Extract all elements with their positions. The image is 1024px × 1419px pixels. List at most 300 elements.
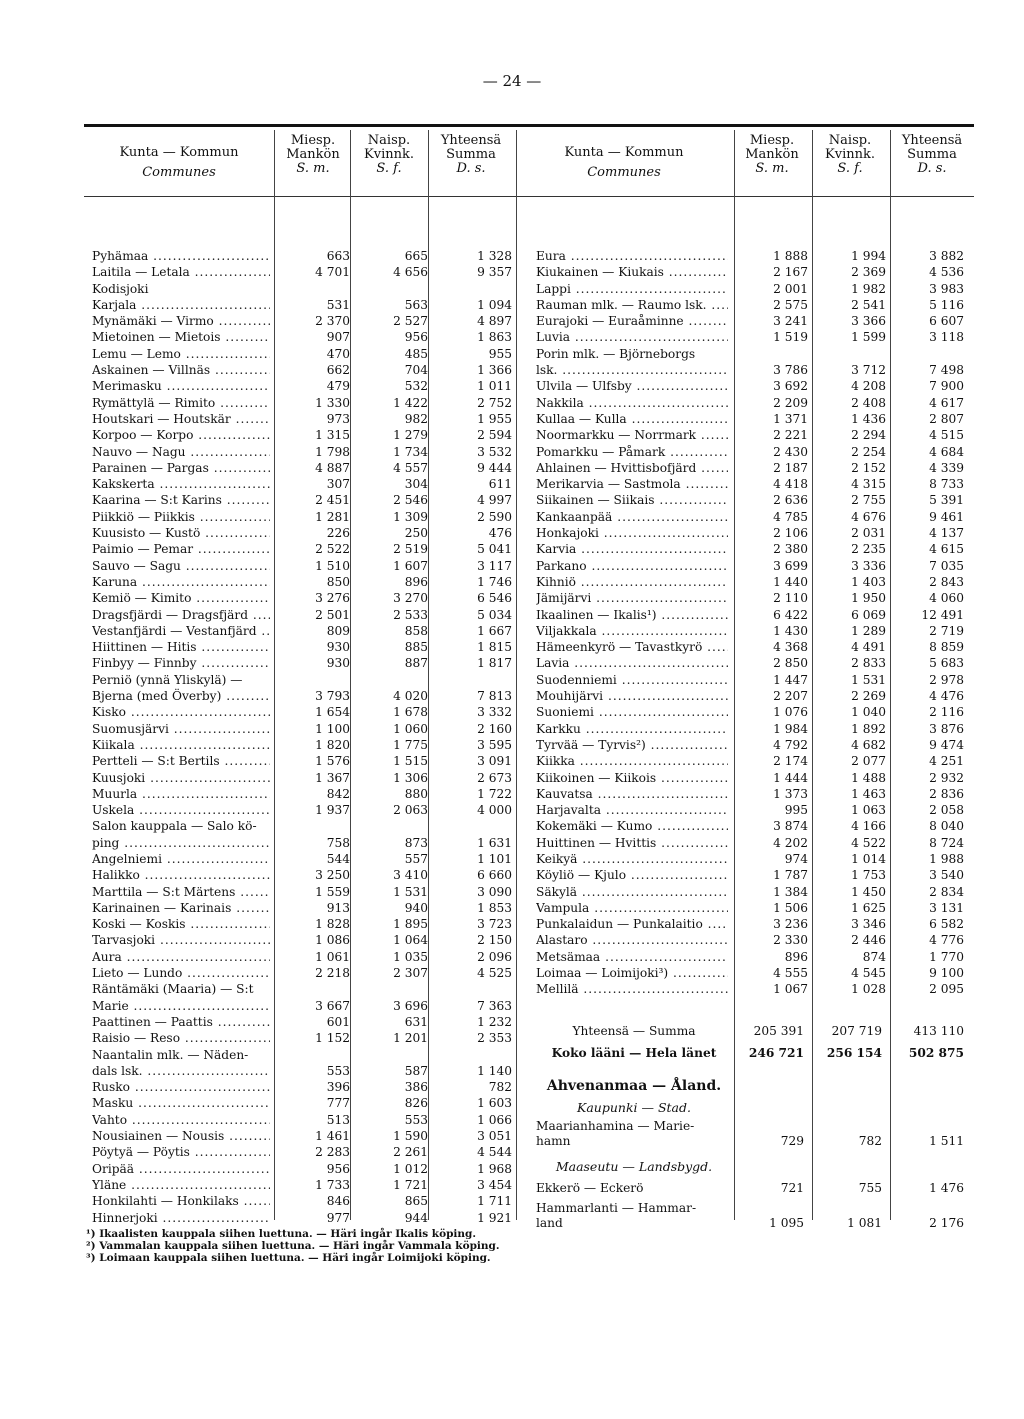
commune-name: Oripää ..... — [92, 1161, 270, 1177]
naisp-value: 1 422 — [393, 395, 428, 410]
commune-name: Paimio — Pemar ..... — [92, 541, 270, 557]
naisp-value: 1 895 — [393, 917, 428, 932]
table-row — [536, 346, 966, 362]
header-yht: Yhteensä Summa D. s. — [440, 133, 502, 176]
total-value: 1 722 — [477, 786, 512, 801]
commune-name: Eura ..... — [536, 248, 728, 264]
total-value: 4 776 — [929, 933, 964, 948]
naisp-value: 1 014 — [851, 851, 886, 866]
miesp-value: 2 209 — [773, 395, 808, 410]
table-row — [92, 949, 520, 965]
table-row — [536, 721, 966, 737]
table-row — [536, 704, 966, 720]
total-value: 2 719 — [929, 623, 964, 638]
naisp-value: 1 012 — [393, 1161, 428, 1176]
naisp-value: 1 607 — [393, 558, 428, 573]
table-row — [536, 835, 966, 851]
commune-name: Keikyä ..... — [536, 851, 728, 867]
miesp-value: 4 887 — [315, 460, 350, 475]
miesp-value: 226 — [326, 526, 350, 541]
naisp-value: 1 279 — [393, 428, 428, 443]
miesp-value: 2 110 — [773, 591, 808, 606]
miesp-value: 1 787 — [773, 868, 808, 883]
miesp-value: 2 283 — [315, 1145, 350, 1160]
commune-name: Lappi ..... — [536, 281, 728, 297]
left-table — [92, 248, 520, 1226]
commune-name: Kisko ..... — [92, 704, 270, 720]
commune-name: Nakkila ..... — [536, 395, 728, 411]
total-value: 3 454 — [477, 1177, 512, 1192]
miesp-value: 1 461 — [315, 1129, 350, 1144]
miesp-value: 1 506 — [773, 900, 808, 915]
miesp-value: 3 250 — [315, 868, 350, 883]
naisp-value: 1 436 — [851, 411, 886, 426]
table-row — [92, 460, 520, 476]
miesp-value: 1 315 — [315, 428, 350, 443]
left-header — [84, 134, 516, 197]
naisp-value: 2 261 — [393, 1145, 428, 1160]
commune-name: Punkalaidun — Punkalaitio ..... — [536, 916, 728, 932]
aland-kaupunki: Kaupunki — Stad. — [577, 1100, 691, 1115]
miesp-value: 842 — [326, 786, 350, 801]
header-naisp-right: Naisp. Kvinnk. S. f. — [825, 133, 875, 176]
table-row — [536, 900, 966, 916]
total-value: 1 988 — [929, 851, 964, 866]
table-row — [92, 248, 520, 264]
naisp-value: 2 546 — [393, 493, 428, 508]
total-value: 3 131 — [929, 900, 964, 915]
table-row — [92, 558, 520, 574]
naisp-value: 4 020 — [393, 689, 428, 704]
table-row — [536, 737, 966, 753]
total-value: 4 544 — [477, 1145, 512, 1160]
miesp-value: 2 522 — [315, 542, 350, 557]
miesp-value: 4 418 — [773, 477, 808, 492]
total-value: 1 603 — [477, 1096, 512, 1111]
naisp-value: 2 077 — [851, 754, 886, 769]
table-row — [536, 427, 966, 443]
naisp-value: 1 450 — [851, 884, 886, 899]
total-row-laani: Koko lääni — Hela länet 246 721 256 154 502 875 — [551, 1046, 964, 1060]
miesp-value: 1 828 — [315, 917, 350, 932]
table-row — [92, 704, 520, 720]
total-value: 2 836 — [929, 786, 964, 801]
miesp-value: 1 281 — [315, 509, 350, 524]
total-value: 4 339 — [929, 460, 964, 475]
naisp-value: 2 446 — [851, 933, 886, 948]
miesp-value: 544 — [326, 851, 350, 866]
commune-name: Uskela ..... — [92, 802, 270, 818]
commune-name: Mietoinen — Mietois ..... — [92, 329, 270, 345]
total-value: 2 150 — [477, 933, 512, 948]
total-value: 782 — [488, 1080, 512, 1095]
table-row — [92, 1193, 520, 1209]
table-row — [92, 884, 520, 900]
total-value: 4 617 — [929, 395, 964, 410]
total-row-summa: Yhteensä — Summa 205 391 207 719 413 110 — [572, 1024, 964, 1038]
commune-name: Tyrvää — Tyrvis²) ..... — [536, 737, 728, 753]
commune-name: Siikainen — Siikais ..... — [536, 492, 728, 508]
total-value: 3 332 — [477, 705, 512, 720]
total-value: 4 897 — [477, 314, 512, 329]
total-value: 9 357 — [477, 265, 512, 280]
table-row — [92, 753, 520, 769]
total-value: 4 251 — [929, 754, 964, 769]
header-communes-right: Communes — [587, 165, 661, 180]
table-row — [536, 981, 966, 997]
total-value: 4 060 — [929, 591, 964, 606]
commune-name: Viljakkala ..... — [536, 623, 728, 639]
miesp-value: 1 984 — [773, 721, 808, 736]
table-row — [536, 590, 966, 606]
aland-maaseutu: Maaseutu — Landsbygd. — [555, 1159, 713, 1175]
commune-name: Kiikka ..... — [536, 753, 728, 769]
table-row — [92, 1047, 520, 1063]
table-row — [536, 802, 966, 818]
table-row — [536, 672, 966, 688]
table-row — [536, 916, 966, 932]
table-row — [536, 362, 966, 378]
table-row — [92, 362, 520, 378]
commune-name: Karjala ..... — [92, 297, 270, 313]
naisp-value: 865 — [404, 1194, 428, 1209]
aland-row3a: Hammarlanti — Hammar- — [536, 1200, 697, 1215]
commune-name: Lemu — Lemo ..... — [92, 346, 270, 362]
naisp-value: 940 — [404, 900, 428, 915]
table-row — [92, 737, 520, 753]
naisp-value: 3 696 — [393, 998, 428, 1013]
total-value: 476 — [488, 526, 512, 541]
miesp-value: 2 218 — [315, 966, 350, 981]
naisp-value: 587 — [404, 1063, 428, 1078]
total-value: 7 498 — [929, 363, 964, 378]
table-row — [536, 476, 966, 492]
commune-name: Korpoo — Korpo ..... — [92, 427, 270, 443]
total-value: 3 595 — [477, 737, 512, 752]
table-row — [92, 1210, 520, 1226]
table-row — [92, 1177, 520, 1193]
commune-name: Salon kauppala — Salo kö- — [92, 819, 257, 834]
total-value: 6 607 — [929, 314, 964, 329]
commune-name: dals lsk. ..... — [92, 1063, 270, 1079]
total-value: 3 983 — [929, 281, 964, 296]
miesp-value: 1 510 — [315, 558, 350, 573]
table-row — [92, 802, 520, 818]
miesp-value: 1 576 — [315, 754, 350, 769]
miesp-value: 1 086 — [315, 933, 350, 948]
table-row — [92, 1030, 520, 1046]
naisp-value: 4 545 — [851, 966, 886, 981]
total-value: 1 667 — [477, 623, 512, 638]
naisp-value: 3 712 — [851, 363, 886, 378]
table-row — [536, 607, 966, 623]
table-row — [536, 753, 966, 769]
naisp-value: 1 306 — [393, 770, 428, 785]
miesp-value: 3 793 — [315, 689, 350, 704]
total-value: 12 491 — [921, 607, 964, 622]
naisp-value: 4 208 — [851, 379, 886, 394]
naisp-value: 4 656 — [393, 265, 428, 280]
commune-name: Lieto — Lundo ..... — [92, 965, 270, 981]
commune-name: Laitila — Letala ..... — [92, 264, 270, 280]
table-row — [92, 1128, 520, 1144]
naisp-value: 1 892 — [851, 721, 886, 736]
commune-name: ping ..... — [92, 835, 270, 851]
miesp-value: 531 — [326, 297, 350, 312]
miesp-value: 1 519 — [773, 330, 808, 345]
miesp-value: 1 067 — [773, 982, 808, 997]
total-value: 1 853 — [477, 900, 512, 915]
miesp-value: 896 — [784, 949, 808, 964]
total-value: 5 034 — [477, 607, 512, 622]
table-row — [536, 786, 966, 802]
miesp-value: 2 370 — [315, 314, 350, 329]
miesp-value: 4 792 — [773, 737, 808, 752]
total-value: 9 100 — [929, 966, 964, 981]
naisp-value: 1 678 — [393, 705, 428, 720]
total-value: 2 752 — [477, 395, 512, 410]
miesp-value: 1 330 — [315, 395, 350, 410]
naisp-value: 386 — [404, 1080, 428, 1095]
naisp-value: 2 235 — [851, 542, 886, 557]
commune-name: Parkano ..... — [536, 558, 728, 574]
commune-name: Säkylä ..... — [536, 884, 728, 900]
commune-name: Karuna ..... — [92, 574, 270, 590]
miesp-value: 2 850 — [773, 656, 808, 671]
total-value: 5 041 — [477, 542, 512, 557]
table-row — [92, 411, 520, 427]
commune-name: Aura ..... — [92, 949, 270, 965]
miesp-value: 995 — [784, 803, 808, 818]
miesp-value: 1 444 — [773, 770, 808, 785]
commune-name: Luvia ..... — [536, 329, 728, 345]
miesp-value: 1 440 — [773, 574, 808, 589]
naisp-value: 2 254 — [851, 444, 886, 459]
naisp-value: 1 994 — [851, 249, 886, 263]
table-row — [92, 395, 520, 411]
total-value: 4 615 — [929, 542, 964, 557]
miesp-value: 1 373 — [773, 786, 808, 801]
commune-name: Ulvila — Ulfsby ..... — [536, 378, 728, 394]
naisp-value: 1 599 — [851, 330, 886, 345]
naisp-value: 1 028 — [851, 982, 886, 997]
miesp-value: 930 — [326, 640, 350, 655]
naisp-value: 982 — [404, 411, 428, 426]
miesp-value: 3 692 — [773, 379, 808, 394]
commune-name: Tarvasjoki ..... — [92, 932, 270, 948]
aland-title: Ahvenanmaa — Åland. — [546, 1078, 722, 1094]
naisp-value: 485 — [404, 346, 428, 361]
miesp-value: 2 221 — [773, 428, 808, 443]
total-value: 3 723 — [477, 917, 512, 932]
commune-name: Naantalin mlk. — Näden- — [92, 1047, 249, 1062]
miesp-value: 3 699 — [773, 558, 808, 573]
miesp-value: 2 636 — [773, 493, 808, 508]
commune-name: Ahlainen — Hvittisbofjärd ..... — [536, 460, 728, 476]
table-row — [92, 965, 520, 981]
total-value: 2 978 — [929, 672, 964, 687]
table-row — [92, 672, 520, 688]
commune-name: Karkku ..... — [536, 721, 728, 737]
commune-name: Merimasku ..... — [92, 378, 270, 394]
total-value: 3 051 — [477, 1129, 512, 1144]
table-row — [92, 1161, 520, 1177]
total-value: 7 900 — [929, 379, 964, 394]
naisp-value: 2 152 — [851, 460, 886, 475]
total-value: 3 118 — [929, 330, 964, 345]
commune-name: Rauman mlk. — Raumo lsk. ..... — [536, 297, 728, 313]
table-row — [536, 965, 966, 981]
total-value: 1 817 — [477, 656, 512, 671]
naisp-value: 3 366 — [851, 314, 886, 329]
total-value: 1 921 — [477, 1210, 512, 1225]
total-value: 1 863 — [477, 330, 512, 345]
naisp-value: 3 336 — [851, 558, 886, 573]
naisp-value: 2 307 — [393, 966, 428, 981]
table-row — [92, 509, 520, 525]
miesp-value: 553 — [326, 1063, 350, 1078]
table-row — [92, 1014, 520, 1030]
table-row — [536, 411, 966, 427]
naisp-value: 1 064 — [393, 933, 428, 948]
total-value: 2 096 — [477, 949, 512, 964]
commune-name: Kemiö — Kimito ..... — [92, 590, 270, 606]
miesp-value: 662 — [326, 363, 350, 378]
total-value: 1 968 — [477, 1161, 512, 1176]
table-row — [536, 851, 966, 867]
commune-name: Metsämaa ..... — [536, 949, 728, 965]
table-row — [536, 623, 966, 639]
table-row — [536, 313, 966, 329]
table-row — [536, 818, 966, 834]
miesp-value: 1 384 — [773, 884, 808, 899]
naisp-value: 2 063 — [393, 803, 428, 818]
total-value: 4 000 — [477, 803, 512, 818]
table-row — [92, 1079, 520, 1095]
table-row — [92, 655, 520, 671]
table-row — [536, 541, 966, 557]
commune-name: Porin mlk. — Björneborgs — [536, 346, 696, 361]
miesp-value: 3 667 — [315, 998, 350, 1013]
total-value: 7 363 — [477, 998, 512, 1013]
miesp-value: 513 — [326, 1112, 350, 1127]
commune-name: Angelniemi ..... — [92, 851, 270, 867]
header-kunta-right: Kunta — Kommun — [564, 145, 684, 160]
naisp-value: 1 309 — [393, 509, 428, 524]
total-value: 6 546 — [477, 591, 512, 606]
table-row — [536, 492, 966, 508]
total-value: 5 116 — [929, 297, 964, 312]
total-value: 1 066 — [477, 1112, 512, 1127]
total-value: 1 328 — [477, 249, 512, 263]
commune-name: Askainen — Villnäs ..... — [92, 362, 270, 378]
commune-name: Pertteli — S:t Bertils ..... — [92, 753, 270, 769]
naisp-value: 880 — [404, 786, 428, 801]
total-value: 4 525 — [477, 966, 512, 981]
commune-name: Sauvo — Sagu ..... — [92, 558, 270, 574]
commune-name: Alastaro ..... — [536, 932, 728, 948]
commune-name: Suoniemi ..... — [536, 704, 728, 720]
total-value: 8 724 — [929, 835, 964, 850]
right-header — [516, 134, 974, 197]
naisp-value: 6 069 — [851, 607, 886, 622]
commune-name: Eurajoki — Euraåminne ..... — [536, 313, 728, 329]
miesp-value: 1 061 — [315, 949, 350, 964]
commune-name: Kakskerta ..... — [92, 476, 270, 492]
table-row — [536, 297, 966, 313]
miesp-value: 3 241 — [773, 314, 808, 329]
naisp-value: 1 590 — [393, 1129, 428, 1144]
commune-name: Kullaa — Kulla ..... — [536, 411, 728, 427]
table-row — [92, 1144, 520, 1160]
commune-name: Kauvatsa ..... — [536, 786, 728, 802]
commune-name: Suomusjärvi ..... — [92, 721, 270, 737]
footnote-3: ³) Loimaan kauppala siihen luettuna. — Häri ingår Loimijoki köping. — [86, 1252, 491, 1264]
total-value: 2 594 — [477, 428, 512, 443]
total-value: 9 444 — [477, 460, 512, 475]
total-value: 1 631 — [477, 835, 512, 850]
table-row — [92, 639, 520, 655]
naisp-value: 1 982 — [851, 281, 886, 296]
commune-name: Loimaa — Loimijoki³) ..... — [536, 965, 728, 981]
total-value: 1 955 — [477, 411, 512, 426]
commune-name: Honkilahti — Honkilaks ..... — [92, 1193, 270, 1209]
naisp-value: 1 625 — [851, 900, 886, 915]
commune-name: Nousiainen — Nousis ..... — [92, 1128, 270, 1144]
miesp-value: 2 001 — [773, 281, 808, 296]
table-row — [536, 884, 966, 900]
table-row — [92, 818, 520, 834]
table-row — [536, 688, 966, 704]
naisp-value: 1 734 — [393, 444, 428, 459]
naisp-value: 874 — [862, 949, 886, 964]
miesp-value: 479 — [326, 379, 350, 394]
miesp-value: 1 367 — [315, 770, 350, 785]
table-row — [92, 916, 520, 932]
commune-name: Vestanfjärdi — Vestanfjärd ..... — [92, 623, 270, 639]
naisp-value: 1 403 — [851, 574, 886, 589]
total-value: 1 011 — [477, 379, 512, 394]
table-row — [92, 281, 520, 297]
total-value: 2 932 — [929, 770, 964, 785]
naisp-value: 1 040 — [851, 705, 886, 720]
total-value: 8 859 — [929, 640, 964, 655]
miesp-value: 601 — [326, 1014, 350, 1029]
commune-name: Hiittinen — Hitis ..... — [92, 639, 270, 655]
naisp-value: 4 166 — [851, 819, 886, 834]
miesp-value: 1 371 — [773, 411, 808, 426]
naisp-value: 2 519 — [393, 542, 428, 557]
miesp-value: 4 701 — [315, 265, 350, 280]
naisp-value: 1 950 — [851, 591, 886, 606]
naisp-value: 2 527 — [393, 314, 428, 329]
commune-name: Kaarina — S:t Karins ..... — [92, 492, 270, 508]
miesp-value: 3 786 — [773, 363, 808, 378]
table-row — [92, 721, 520, 737]
naisp-value: 3 346 — [851, 917, 886, 932]
commune-name: Parainen — Pargas ..... — [92, 460, 270, 476]
table-row — [536, 460, 966, 476]
table-row — [536, 655, 966, 671]
naisp-value: 4 682 — [851, 737, 886, 752]
total-value: 3 532 — [477, 444, 512, 459]
miesp-value: 2 380 — [773, 542, 808, 557]
commune-name: Paattinen — Paattis ..... — [92, 1014, 270, 1030]
total-value: 5 683 — [929, 656, 964, 671]
naisp-value: 1 721 — [393, 1177, 428, 1192]
total-value: 3 090 — [477, 884, 512, 899]
total-value: 8 040 — [929, 819, 964, 834]
